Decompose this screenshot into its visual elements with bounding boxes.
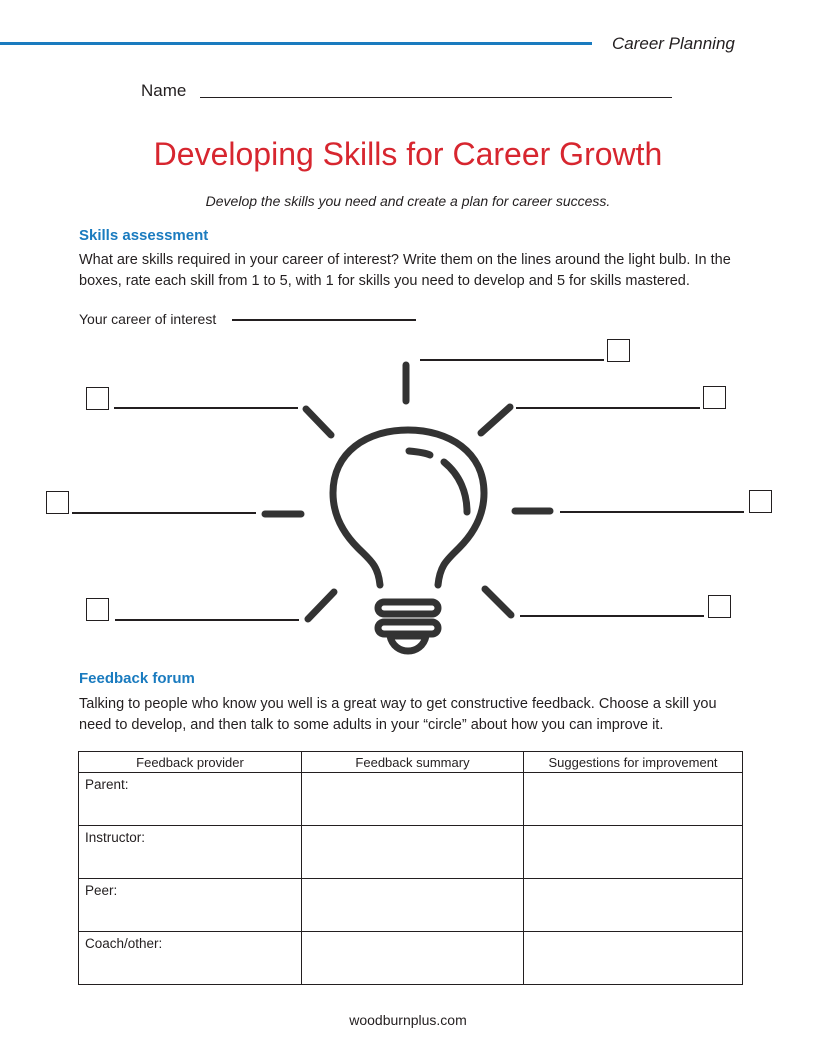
skill-line[interactable] — [520, 615, 704, 617]
table-row — [79, 932, 743, 985]
provider-cell[interactable]: Instructor: — [79, 826, 302, 879]
footer-url: woodburnplus.com — [349, 1012, 467, 1028]
table-row — [79, 773, 743, 826]
ray — [308, 592, 334, 619]
bulb-base-band — [378, 622, 438, 634]
skill-line[interactable] — [560, 511, 744, 513]
bulb-glint — [444, 462, 467, 512]
column-header: Suggestions for improvement — [524, 752, 743, 773]
summary-cell[interactable] — [302, 932, 524, 985]
rating-box[interactable] — [749, 490, 772, 513]
subtitle: Develop the skills you need and create a plan for career success. — [205, 193, 611, 209]
skills-heading: Skills assessment — [79, 227, 209, 244]
skill-line[interactable] — [115, 619, 299, 621]
table-row — [79, 879, 743, 932]
skills-instructions: What are skills required in your career of interest? Write them on the lines around the light bulb. In the boxes, rate each skill from 1 to 5, with 1 for skills you need to develop and 5 for skills mastered. — [79, 252, 731, 289]
summary-cell[interactable] — [302, 826, 524, 879]
ray — [481, 407, 510, 433]
skill-line[interactable] — [114, 407, 298, 409]
skill-line[interactable] — [72, 512, 256, 514]
column-header: Feedback summary — [302, 752, 524, 773]
suggestions-cell[interactable] — [524, 826, 743, 879]
rating-box[interactable] — [607, 339, 630, 362]
rating-box[interactable] — [703, 386, 726, 409]
suggestions-cell[interactable] — [524, 773, 743, 826]
skill-line[interactable] — [420, 359, 604, 361]
table-row — [79, 826, 743, 879]
rating-box[interactable] — [86, 387, 109, 410]
feedback-instructions: Talking to people who know you well is a great way to get constructive feedback. Choose a skill you need to develop, and then talk to some adults in your “circle” about how you can improve it. — [79, 696, 717, 733]
rating-box[interactable] — [46, 491, 69, 514]
table-header-row — [79, 752, 743, 773]
header-label: Career Planning — [612, 34, 735, 53]
suggestions-cell[interactable] — [524, 932, 743, 985]
column-header: Feedback provider — [79, 752, 302, 773]
feedback-heading: Feedback forum — [79, 670, 195, 687]
ray — [485, 589, 511, 615]
suggestions-cell[interactable] — [524, 879, 743, 932]
rating-box[interactable] — [708, 595, 731, 618]
skill-line[interactable] — [516, 407, 700, 409]
summary-cell[interactable] — [302, 773, 524, 826]
ray — [306, 409, 331, 435]
provider-cell[interactable]: Coach/other: — [79, 932, 302, 985]
bulb-tip — [390, 636, 426, 651]
bulb-glint — [409, 451, 430, 455]
career-label: Your career of interest — [79, 311, 217, 327]
summary-cell[interactable] — [302, 879, 524, 932]
page-title: Developing Skills for Career Growth — [153, 136, 663, 172]
bulb-base-band — [378, 602, 438, 614]
provider-cell[interactable]: Peer: — [79, 879, 302, 932]
provider-cell[interactable]: Parent: — [79, 773, 302, 826]
rating-box[interactable] — [86, 598, 109, 621]
name-label: Name — [141, 81, 187, 100]
feedback-table — [78, 751, 743, 985]
